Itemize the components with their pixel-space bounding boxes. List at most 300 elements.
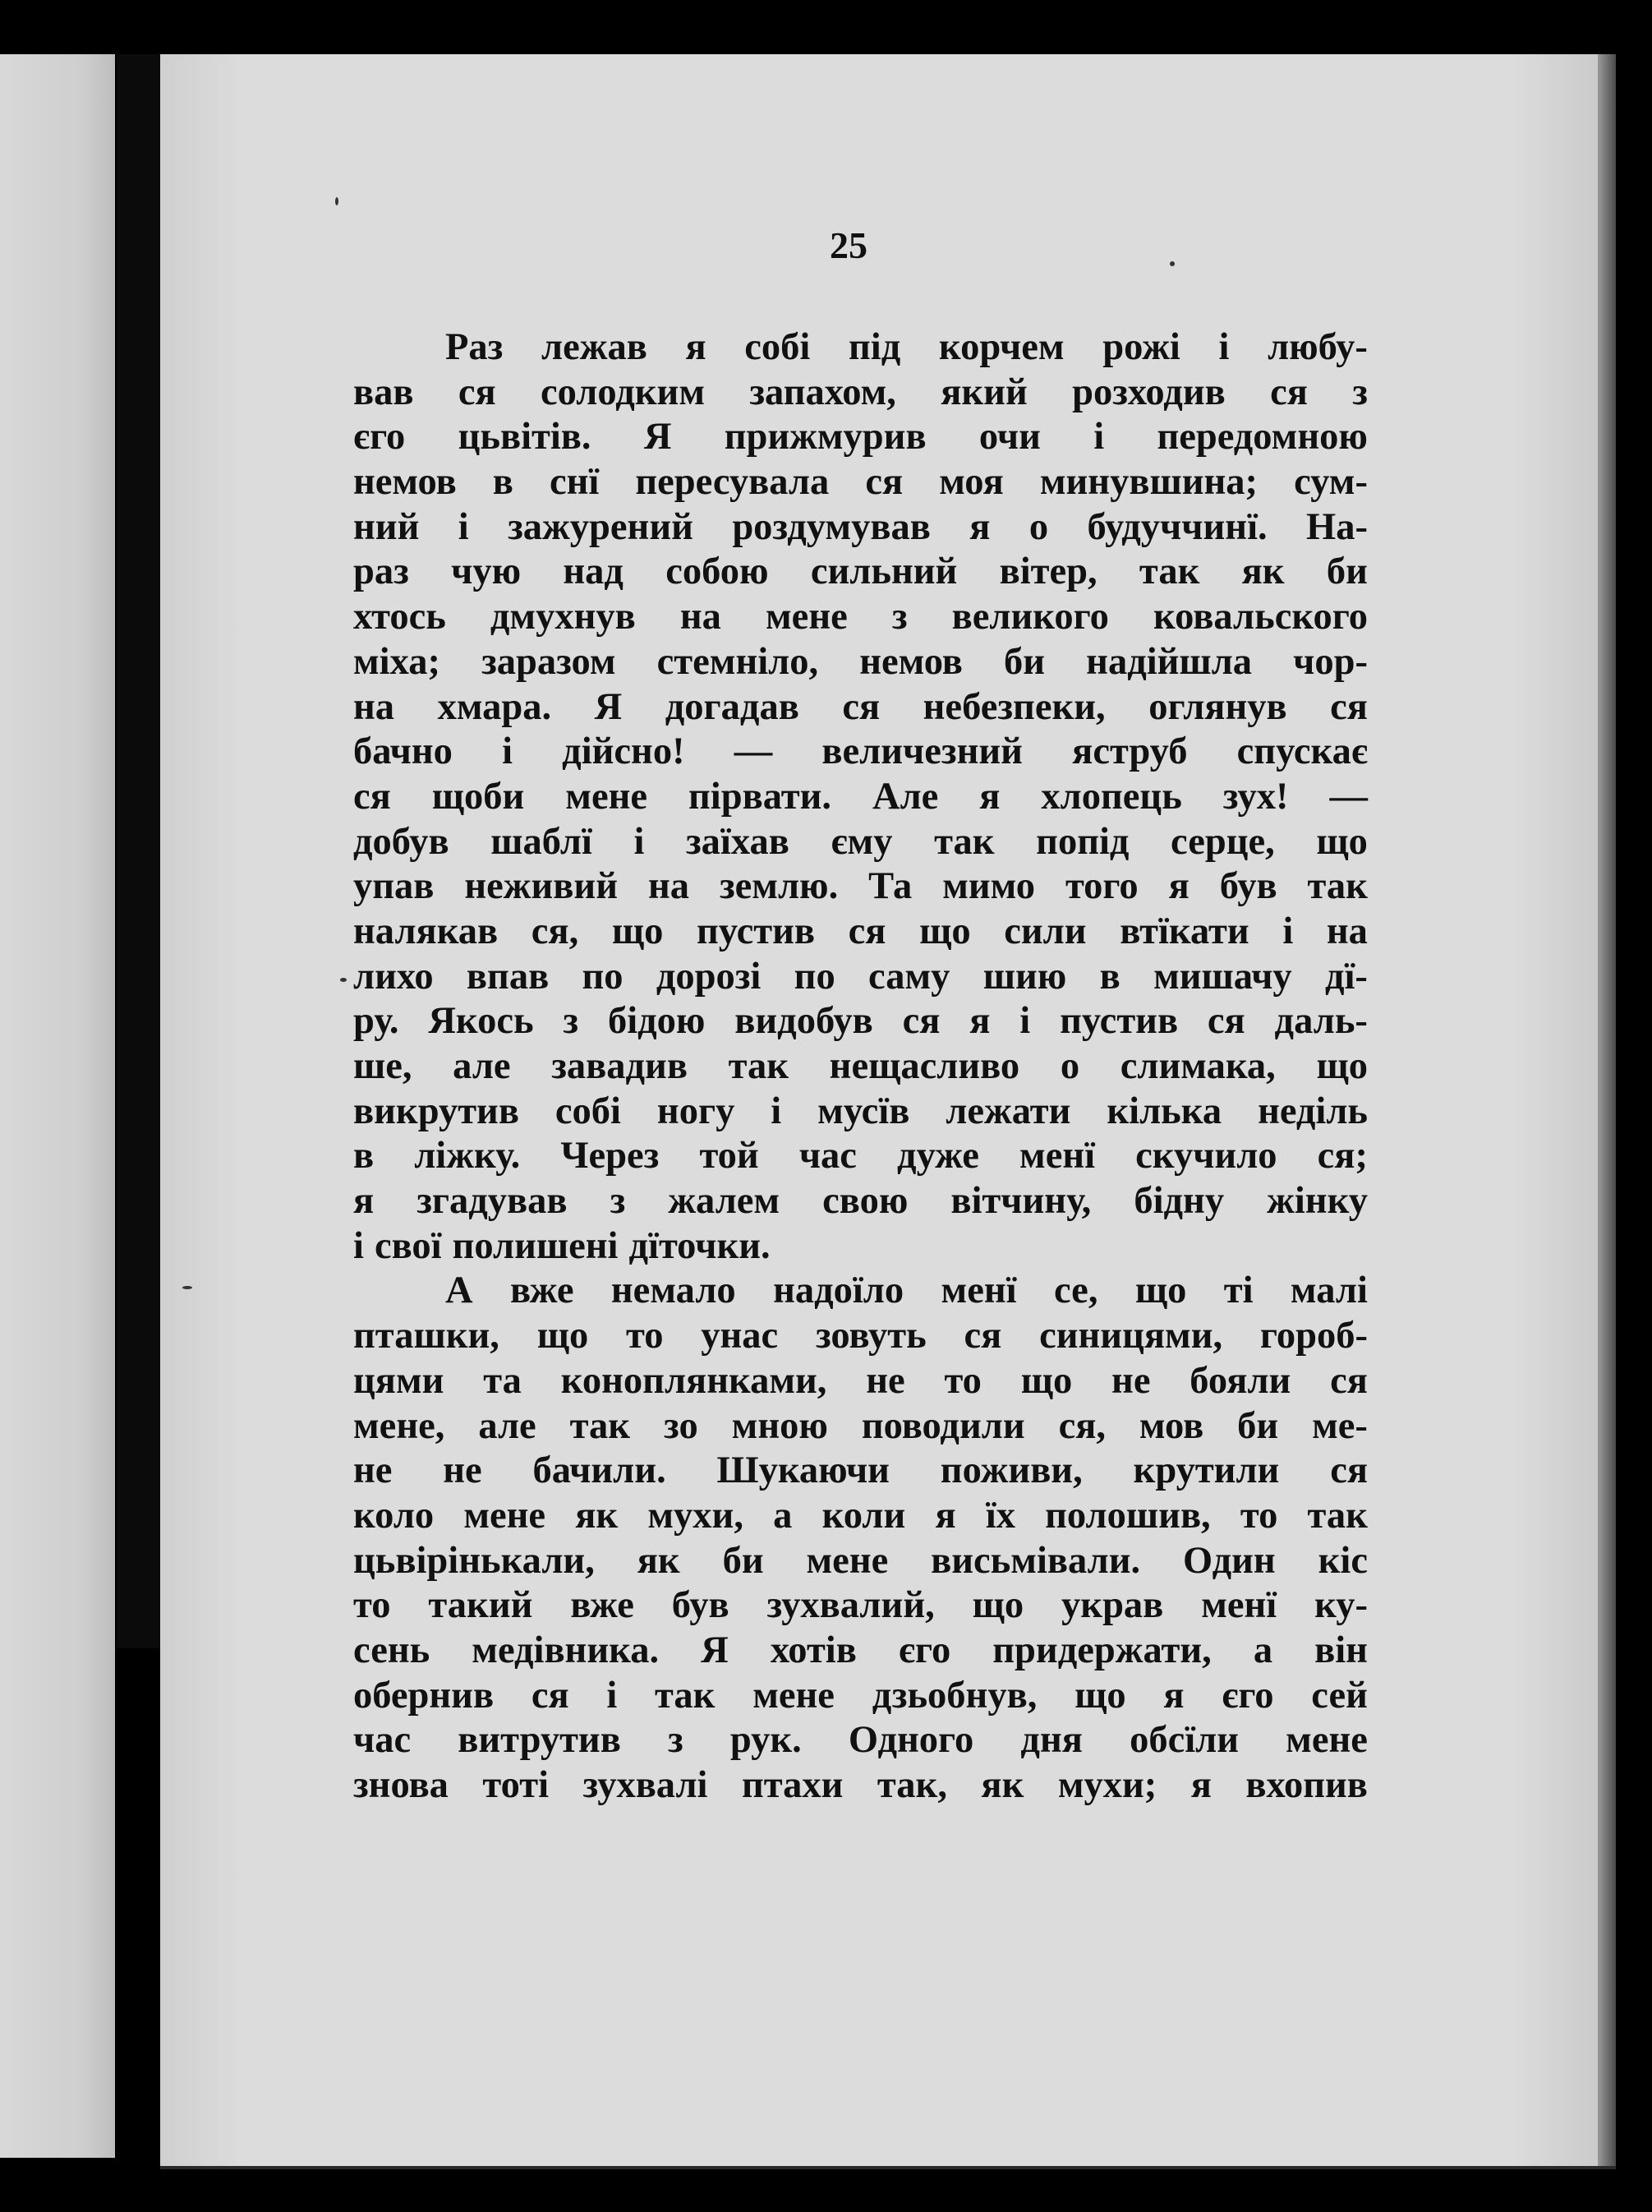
page-number: 25 — [830, 224, 867, 266]
word: ся — [1207, 1000, 1245, 1043]
word: полошив, — [1045, 1494, 1211, 1537]
word: але — [478, 1404, 536, 1447]
book-binding — [117, 54, 166, 1648]
word: що — [1020, 1359, 1073, 1402]
word: впав — [466, 955, 550, 998]
word: великого — [951, 596, 1109, 638]
word: коли — [821, 1494, 906, 1537]
word: собі — [744, 326, 811, 368]
word: передомною — [1157, 416, 1368, 459]
word: Я — [594, 685, 623, 728]
word: то — [944, 1359, 982, 1402]
word: і — [353, 1224, 364, 1267]
word: я — [1190, 1764, 1212, 1806]
word: попід — [1036, 820, 1130, 863]
word: як — [981, 1764, 1024, 1806]
word: саму — [868, 955, 950, 998]
word: з — [891, 596, 908, 638]
word: бачили. — [532, 1449, 666, 1492]
word: час — [353, 1719, 412, 1762]
word: вав — [353, 371, 414, 413]
word: роздумував — [732, 505, 931, 548]
word: землю. — [719, 865, 839, 908]
word: сей — [1311, 1674, 1368, 1717]
text-line — [353, 1137, 1368, 1182]
scan-speck — [335, 197, 338, 205]
word: дорозі — [656, 955, 762, 998]
word: так — [1307, 865, 1368, 908]
word: я — [1168, 865, 1190, 908]
word: бояли — [1190, 1359, 1291, 1402]
word: і — [606, 1674, 618, 1717]
word: і — [458, 505, 469, 548]
word: сили — [1004, 910, 1087, 952]
word: скучило — [1135, 1135, 1277, 1177]
word: єго — [353, 416, 406, 459]
text-line — [353, 910, 1368, 958]
word: як — [1241, 551, 1285, 593]
word: я — [353, 1180, 375, 1223]
word: кіс — [1318, 1539, 1368, 1582]
word: серце, — [1171, 820, 1275, 863]
word: заразом — [481, 640, 616, 683]
word: так — [1307, 1494, 1368, 1537]
word: і — [771, 1090, 782, 1132]
word: менї — [1019, 1135, 1096, 1177]
scan-speck — [182, 1286, 192, 1289]
word: чую — [451, 551, 522, 593]
word: мов — [1139, 1404, 1204, 1447]
word: був — [1219, 865, 1277, 908]
word: би — [722, 1539, 764, 1582]
word: мене — [1286, 1719, 1368, 1762]
word: вже — [509, 1270, 574, 1312]
word: Раз — [445, 326, 504, 368]
word: на — [353, 685, 395, 728]
word: очи — [978, 416, 1041, 459]
word: минувшина; — [1039, 461, 1259, 504]
word: з — [668, 1719, 683, 1762]
word: заїхав — [685, 820, 789, 863]
word: би — [1326, 551, 1368, 593]
word: який — [941, 371, 1028, 413]
word: він — [1314, 1629, 1368, 1671]
word: єго — [898, 1629, 951, 1671]
text-line — [353, 820, 1368, 869]
text-line — [353, 505, 1368, 554]
word: унас — [701, 1315, 779, 1357]
word: дуже — [897, 1135, 979, 1177]
word: вхопив — [1245, 1764, 1368, 1806]
word: ся — [964, 1315, 1002, 1357]
word: жінку — [1267, 1180, 1368, 1223]
word: хотів — [770, 1629, 857, 1671]
word: хтось — [353, 596, 446, 638]
word: Одного — [848, 1719, 974, 1762]
word: Шукаючи — [716, 1449, 890, 1492]
word: свої — [374, 1224, 442, 1267]
word: що — [1316, 1045, 1368, 1087]
word: пірвати. — [688, 775, 832, 818]
word: цями — [353, 1359, 444, 1402]
word: сильний — [810, 551, 958, 593]
word: по — [794, 955, 835, 998]
facing-page-edge — [0, 54, 115, 2158]
word: ся; — [1317, 1135, 1368, 1177]
body-text — [353, 326, 1368, 1812]
word: — — [1329, 775, 1368, 818]
word: ся — [1270, 371, 1308, 413]
word: снї — [549, 461, 600, 504]
word: зухвалий, — [766, 1584, 935, 1627]
word: і — [1218, 326, 1230, 368]
word: такий — [428, 1584, 533, 1627]
word: мишачу — [1153, 955, 1292, 998]
word: обсїли — [1130, 1719, 1240, 1762]
word: пташки, — [353, 1315, 499, 1357]
text-line — [353, 371, 1368, 419]
word: ті — [1223, 1270, 1254, 1312]
word: був — [671, 1584, 729, 1627]
word: бідою — [607, 1000, 706, 1043]
word: мною — [731, 1404, 828, 1447]
text-line — [353, 553, 1368, 598]
word: ше, — [353, 1045, 412, 1087]
word: мене — [806, 1539, 889, 1582]
word: би — [1004, 640, 1046, 683]
word: того — [1065, 865, 1139, 908]
word: — — [734, 730, 773, 773]
word: птахи — [741, 1764, 844, 1806]
word: хмара. — [437, 685, 552, 728]
word: що — [1074, 1674, 1126, 1717]
word: нещасливо — [829, 1045, 1020, 1087]
word: Я — [643, 416, 672, 459]
text-line — [353, 463, 1368, 509]
word: мимо — [942, 865, 1035, 908]
word: придержати, — [992, 1629, 1212, 1671]
word: Якось — [428, 1000, 534, 1043]
word: бачно — [353, 730, 453, 773]
word: будуччинї. — [1087, 505, 1268, 548]
word: моя — [939, 461, 1004, 504]
word: На- — [1306, 505, 1368, 548]
word: мусїв — [817, 1090, 910, 1132]
word: ся — [902, 1000, 941, 1043]
word: час — [798, 1135, 857, 1177]
word: поводили — [861, 1404, 1025, 1447]
word: дї- — [1324, 955, 1368, 998]
word: то — [1240, 1494, 1278, 1537]
word: завадив — [551, 1045, 688, 1087]
word: солодким — [540, 371, 706, 413]
word: чор- — [1293, 640, 1368, 683]
word: той — [699, 1135, 759, 1177]
word: ку- — [1314, 1584, 1368, 1627]
word: не — [866, 1359, 905, 1402]
word: на — [679, 596, 721, 638]
word: полишені — [452, 1224, 619, 1267]
word: небезпеки, — [923, 685, 1106, 728]
text-line — [353, 1674, 1368, 1722]
word: що — [972, 1584, 1024, 1627]
word: що — [1316, 820, 1368, 863]
text-line — [353, 775, 1368, 823]
word: я — [979, 775, 1001, 818]
word: викрутив — [353, 1090, 519, 1132]
text-line — [353, 1359, 1368, 1408]
word: ся — [531, 1674, 569, 1717]
word: менї — [941, 1270, 1017, 1312]
word: так — [569, 1404, 631, 1447]
word: і — [633, 820, 645, 863]
word: о — [1028, 505, 1049, 548]
word: по — [582, 955, 624, 998]
word: але — [453, 1045, 511, 1087]
word: єго — [1222, 1674, 1274, 1717]
word: Через — [560, 1135, 660, 1177]
text-line — [353, 1002, 1368, 1048]
word: зухвалі — [582, 1764, 708, 1806]
word: лежав — [541, 326, 647, 368]
text-line — [353, 1045, 1368, 1093]
word: дзьобнув, — [872, 1674, 1038, 1717]
word: дійсно! — [562, 730, 685, 773]
word: любу- — [1268, 326, 1368, 368]
word: так, — [877, 1764, 947, 1806]
word: вже — [570, 1584, 634, 1627]
word: то — [353, 1584, 391, 1627]
word: і — [1093, 416, 1105, 459]
word: ся — [458, 371, 496, 413]
text-line — [353, 1182, 1368, 1228]
text-line — [353, 1539, 1368, 1588]
word: ліжку. — [414, 1135, 521, 1177]
word: мене — [565, 775, 648, 818]
word: бідну — [1134, 1180, 1225, 1223]
word: мене — [766, 596, 848, 638]
word: я — [969, 505, 991, 548]
word: се, — [1053, 1270, 1098, 1312]
word: коноплянками, — [560, 1359, 827, 1402]
word: вітчину, — [950, 1180, 1092, 1223]
word: А — [445, 1270, 473, 1312]
word: немало — [610, 1270, 736, 1312]
word: ний — [353, 505, 420, 548]
word: слимака, — [1120, 1045, 1276, 1087]
text-line — [353, 1449, 1368, 1497]
word: собою — [665, 551, 769, 593]
word: ся — [1330, 1449, 1368, 1492]
word: то — [626, 1315, 664, 1357]
word: рожі — [1102, 326, 1180, 368]
word: в — [1099, 955, 1121, 998]
word: величезний — [821, 730, 1023, 773]
word: менї — [1201, 1584, 1277, 1627]
word: а — [1253, 1629, 1273, 1671]
word: дня — [1020, 1719, 1083, 1762]
word: шию — [982, 955, 1067, 998]
word: неділь — [1258, 1090, 1368, 1132]
word: і — [1019, 1000, 1031, 1043]
word: я — [969, 1000, 991, 1043]
word: лихо — [353, 955, 434, 998]
word: ся — [353, 775, 391, 818]
word: і — [1282, 910, 1294, 952]
word: даль- — [1274, 1000, 1368, 1043]
word: ме- — [1312, 1404, 1368, 1447]
text-line — [353, 955, 1368, 1003]
word: корчем — [938, 326, 1065, 368]
word: мене, — [353, 1404, 445, 1447]
word: так — [934, 820, 995, 863]
word: хлопець — [1041, 775, 1182, 818]
word: і — [502, 730, 513, 773]
word: я — [1163, 1674, 1185, 1717]
word: єму — [831, 820, 893, 863]
word: оглянув — [1148, 685, 1287, 728]
word: з — [563, 1000, 579, 1043]
text-line — [353, 865, 1368, 913]
word: з — [610, 1180, 626, 1223]
scan-speck — [340, 978, 347, 982]
word: мухи, — [647, 1494, 743, 1537]
word: а — [773, 1494, 793, 1537]
word: коло — [353, 1494, 435, 1537]
word: зовуть — [815, 1315, 927, 1357]
text-line — [353, 1404, 1368, 1453]
word: зо — [664, 1404, 698, 1447]
word: собі — [555, 1090, 621, 1132]
word: ся — [1330, 1359, 1368, 1402]
word: шаблї — [490, 820, 592, 863]
word: не — [353, 1449, 393, 1492]
word: медівника. — [472, 1629, 660, 1671]
word: сум- — [1294, 461, 1368, 504]
word: Я — [701, 1629, 729, 1671]
word: добув — [353, 820, 449, 863]
word: пустив — [1060, 1000, 1179, 1043]
word: їх — [985, 1494, 1015, 1537]
word: налякав — [353, 910, 499, 952]
word: що — [611, 910, 664, 952]
word: як — [575, 1494, 619, 1537]
word: цьвірінькали, — [353, 1539, 595, 1582]
word: вітер, — [999, 551, 1097, 593]
word: неживий — [464, 865, 618, 908]
word: та — [483, 1359, 522, 1402]
word: Один — [1183, 1539, 1276, 1582]
word: мене — [463, 1494, 546, 1537]
word: надоїло — [773, 1270, 904, 1312]
text-line — [353, 418, 1368, 463]
text-line — [353, 326, 1368, 374]
word: ся — [1330, 685, 1368, 728]
word: пересувала — [635, 461, 830, 504]
word: втїкати — [1120, 910, 1249, 952]
word: спускає — [1236, 730, 1368, 773]
text-line — [353, 598, 1368, 643]
word: згадував — [416, 1180, 568, 1223]
word: кілька — [1107, 1090, 1222, 1132]
word: рук. — [729, 1719, 802, 1762]
word: пустив — [697, 910, 816, 952]
word: поживи, — [940, 1449, 1083, 1492]
word: Та — [868, 865, 913, 908]
text-line — [353, 1090, 1368, 1138]
word: як — [637, 1539, 680, 1582]
word: що — [1134, 1270, 1187, 1312]
word: не — [443, 1449, 482, 1492]
word: ру. — [353, 1000, 399, 1043]
word: ся — [865, 461, 904, 504]
scan-speck — [1170, 261, 1175, 266]
word: я — [685, 326, 706, 368]
text-line — [353, 1224, 1368, 1273]
word: тоті — [482, 1764, 550, 1806]
word: жалем — [668, 1180, 780, 1223]
word: не — [1111, 1359, 1151, 1402]
text-line — [353, 1629, 1368, 1677]
text-line — [353, 640, 1368, 689]
word: ся, — [531, 910, 579, 952]
word: знова — [353, 1764, 449, 1806]
text-line — [353, 1764, 1368, 1812]
word: о — [1060, 1045, 1080, 1087]
word: украв — [1061, 1584, 1164, 1627]
text-line — [353, 1721, 1368, 1767]
word: крутили — [1133, 1449, 1280, 1492]
text-line — [353, 1584, 1368, 1632]
page-right-edge — [1598, 54, 1616, 2166]
word: я — [935, 1494, 956, 1537]
word: що — [536, 1315, 589, 1357]
page-bottom-edge — [160, 2166, 1616, 2169]
word: ковальского — [1153, 596, 1368, 638]
word: яструб — [1072, 730, 1188, 773]
word: мухи; — [1057, 1764, 1157, 1806]
word: ногу — [656, 1090, 735, 1132]
text-line — [353, 1272, 1368, 1317]
word: гороб- — [1259, 1315, 1368, 1357]
word: дїточки. — [628, 1224, 771, 1267]
word: розходив — [1072, 371, 1226, 413]
word: лежати — [946, 1090, 1071, 1132]
word: з — [1352, 371, 1368, 413]
word: видобув — [734, 1000, 873, 1043]
word: свою — [822, 1180, 909, 1223]
word: ся, — [1058, 1404, 1106, 1447]
word: витрутив — [458, 1719, 621, 1762]
word: би — [1237, 1404, 1279, 1447]
word: запахом, — [749, 371, 896, 413]
word: Але — [872, 775, 939, 818]
word: цьвітів. — [458, 416, 591, 459]
word: раз — [353, 551, 409, 593]
word: мене — [752, 1674, 835, 1717]
text-line — [353, 730, 1368, 778]
word: зух! — [1222, 775, 1289, 818]
word: прижмурив — [724, 416, 927, 459]
word: сень — [353, 1629, 430, 1671]
word: надійшла — [1086, 640, 1253, 683]
text-line — [353, 1494, 1368, 1542]
word: так — [728, 1045, 789, 1087]
word: немов — [353, 461, 457, 504]
word: висьмівали. — [931, 1539, 1141, 1582]
word: догадав — [665, 685, 799, 728]
word: малі — [1290, 1270, 1368, 1312]
